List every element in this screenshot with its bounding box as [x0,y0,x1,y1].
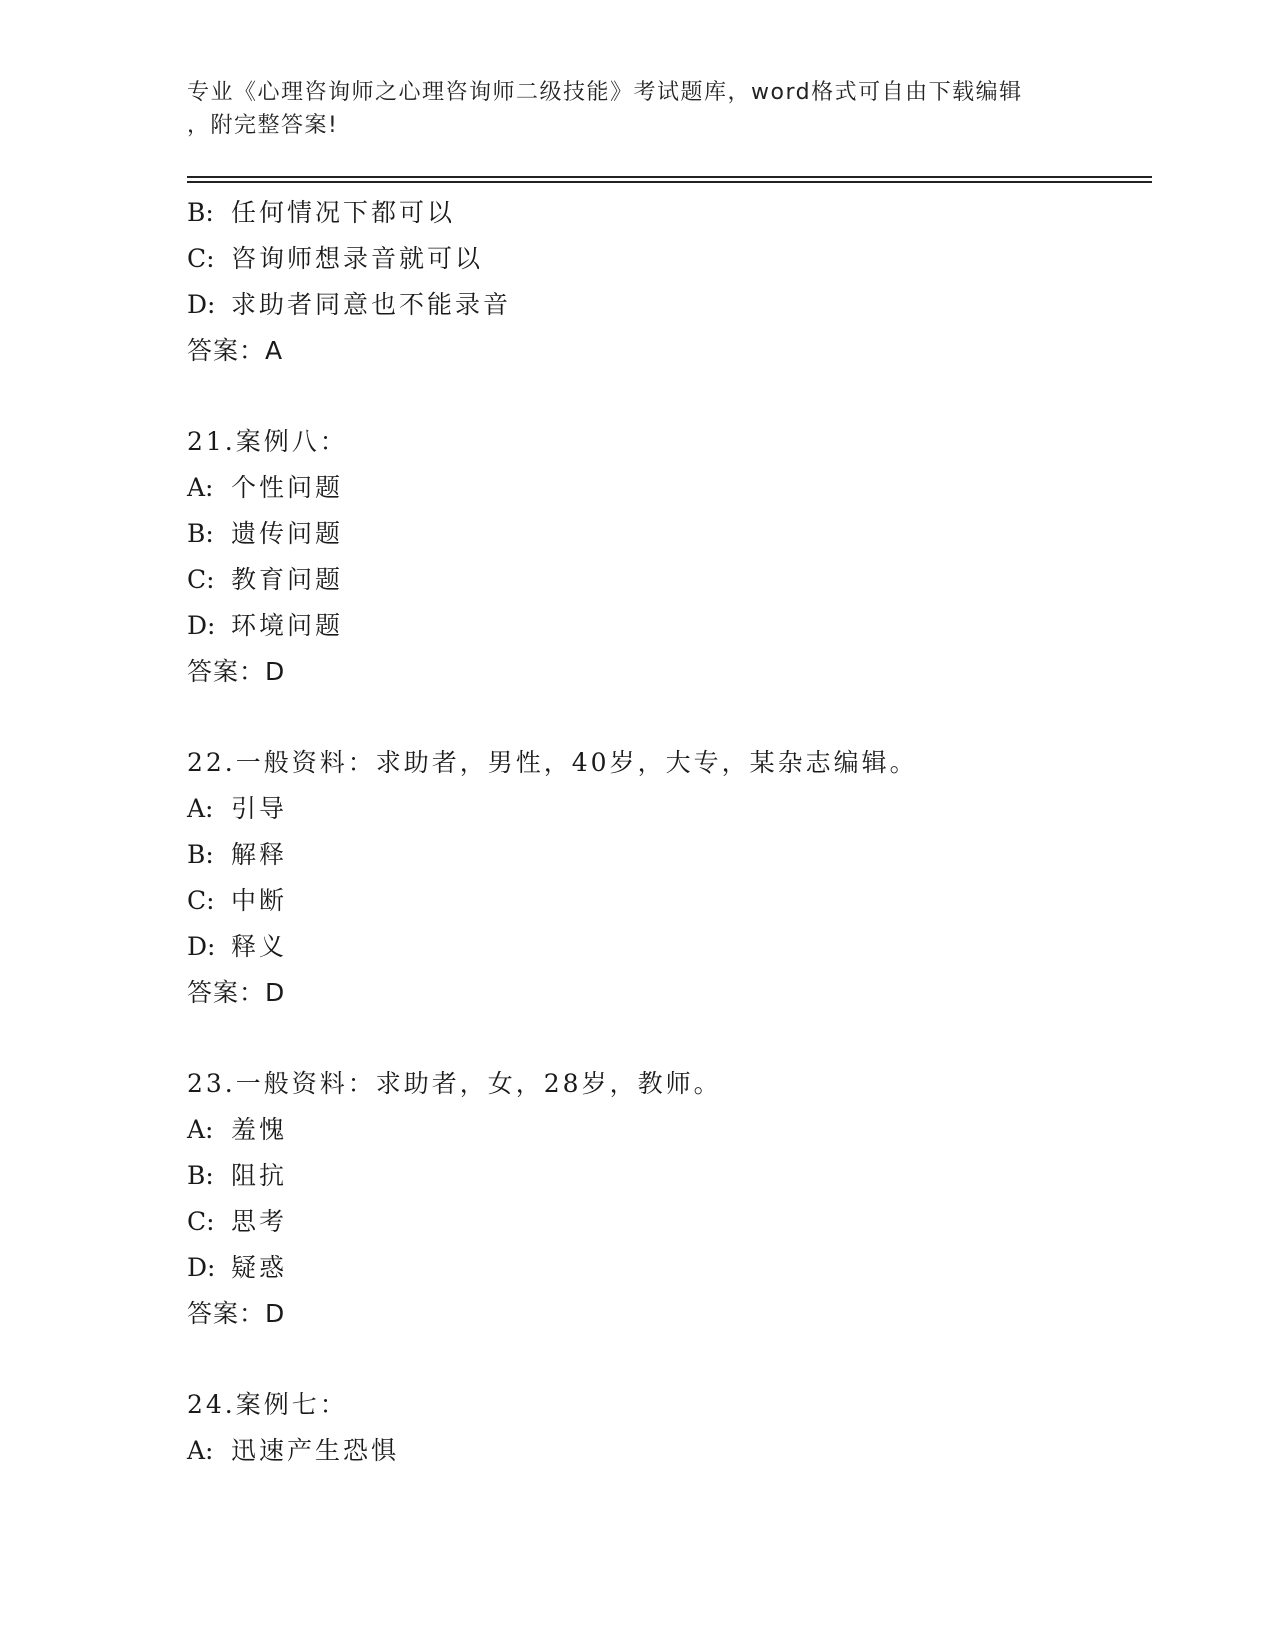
question-block [187,190,1147,374]
option-text: 羞愧 [231,1115,288,1144]
option-row [187,786,1147,832]
option-text: 遗传问题 [231,519,344,548]
option-key: D: [187,611,216,640]
option-key: D: [187,1253,216,1282]
option-text: 任何情况下都可以 [231,198,456,227]
option-row [187,190,1147,236]
option-key: A: [187,473,214,502]
option-text: 引导 [231,794,288,823]
option-row [187,1107,1147,1153]
option-key: D: [187,932,216,961]
option-text: 阻抗 [231,1161,288,1190]
option-key: C: [187,565,215,594]
option-text: 释义 [231,932,288,961]
option-key: B: [187,1161,214,1190]
header-line-1: 专业《心理咨询师之心理咨询师二级技能》考试题库，word格式可自由下载编辑 [187,80,1023,105]
option-text: 中断 [231,886,288,915]
question-block [187,1061,1147,1337]
option-row [187,1428,1147,1474]
option-text: 疑惑 [231,1253,288,1282]
option-key: C: [187,886,215,915]
option-row [187,832,1147,878]
question-list [187,190,1147,1474]
answer-line: 答案：A [187,336,284,365]
option-key: B: [187,198,214,227]
answer-line: 答案：D [187,978,286,1007]
option-key: C: [187,1207,215,1236]
option-row [187,557,1147,603]
option-row [187,1245,1147,1291]
answer-line: 答案：D [187,1299,286,1328]
question-block [187,419,1147,695]
option-text: 思考 [231,1207,288,1236]
answer-line: 答案：D [187,657,286,686]
option-row [187,1153,1147,1199]
option-row [187,1199,1147,1245]
question-text: 21.案例八： [187,427,348,456]
header-divider-bottom [187,181,1152,183]
option-row [187,465,1147,511]
option-key: B: [187,519,214,548]
option-key: B: [187,840,214,869]
option-row [187,924,1147,970]
option-text: 教育问题 [231,565,344,594]
option-key: D: [187,290,216,319]
question-text: 23.一般资料：求助者，女，28岁，教师。 [187,1069,722,1098]
question-block [187,1382,1147,1474]
header-divider-top [187,176,1152,178]
question-text: 24.案例七： [187,1390,348,1419]
option-text: 个性问题 [231,473,344,502]
option-text: 解释 [231,840,288,869]
option-text: 咨询师想录音就可以 [231,244,484,273]
option-key: C: [187,244,215,273]
header-line-2: ，附完整答案! [187,113,339,138]
question-block [187,740,1147,1016]
option-row [187,511,1147,557]
option-row [187,878,1147,924]
option-row [187,282,1147,328]
option-row [187,236,1147,282]
question-text: 22.一般资料：求助者，男性，40岁，大专，某杂志编辑。 [187,748,918,777]
option-key: A: [187,1115,214,1144]
option-row [187,603,1147,649]
option-key: A: [187,1436,214,1465]
option-key: A: [187,794,214,823]
option-text: 迅速产生恐惧 [231,1436,400,1465]
document-header [187,76,1067,142]
option-text: 求助者同意也不能录音 [231,290,512,319]
option-text: 环境问题 [231,611,344,640]
